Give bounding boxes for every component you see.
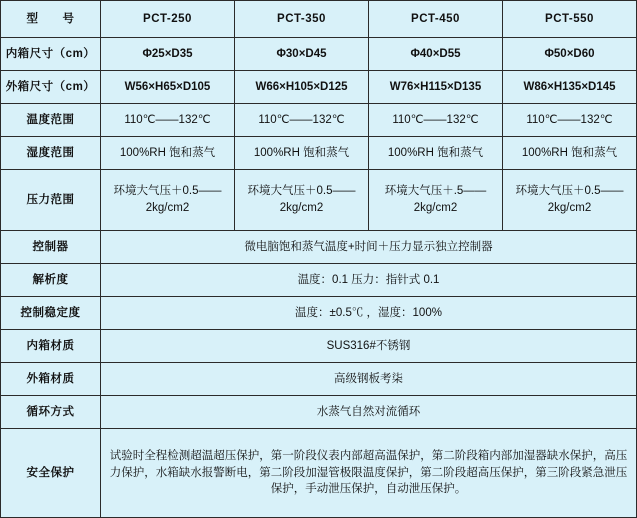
inner-size-value-1: Φ25×D35 xyxy=(101,38,235,71)
row-label-pressure-range: 压力范围 xyxy=(1,170,101,231)
table-row xyxy=(1,363,637,396)
row-label-temperature-range: 温度范围 xyxy=(1,104,101,137)
row-label-outer-size: 外箱尺寸（cm） xyxy=(1,71,101,104)
table-header-row xyxy=(1,1,637,38)
table-row xyxy=(1,231,637,264)
inner-material-value: SUS316#不锈钢 xyxy=(101,330,637,363)
row-label-control-stability: 控制稳定度 xyxy=(1,297,101,330)
table-row xyxy=(1,137,637,170)
table-row xyxy=(1,396,637,429)
table-row xyxy=(1,264,637,297)
table-row xyxy=(1,38,637,71)
control-stability-value: 温度：±0.5℃ ，湿度：100% xyxy=(101,297,637,330)
outer-material-value: 高级钢板考柒 xyxy=(101,363,637,396)
humidity-range-value-4: 100%RH 饱和蒸气 xyxy=(503,137,637,170)
pressure-range-value-1: 环境大气压＋0.5——2kg/cm2 xyxy=(101,170,235,231)
outer-size-value-2: W66×H105×D125 xyxy=(235,71,369,104)
row-label-inner-material: 内箱材质 xyxy=(1,330,101,363)
row-label-humidity-range: 湿度范围 xyxy=(1,137,101,170)
safety-protection-value: 试验时全程检测超温超压保护，第一阶段仪表内部超高温保护，第二阶段箱内部加湿器缺水保护，高压力保护，水箱缺水报警断电，第二阶段加湿管极限温度保护，第二阶段超高压保护，第三阶段紧急泄压保护，手动泄压保护，自动泄压保护。 xyxy=(101,429,637,518)
pressure-range-value-2: 环境大气压＋0.5——2kg/cm2 xyxy=(235,170,369,231)
outer-size-value-1: W56×H65×D105 xyxy=(101,71,235,104)
row-label-outer-material: 外箱材质 xyxy=(1,363,101,396)
humidity-range-value-3: 100%RH 饱和蒸气 xyxy=(369,137,503,170)
table-row xyxy=(1,330,637,363)
row-label-circulation: 循环方式 xyxy=(1,396,101,429)
pressure-range-value-3: 环境大气压＋.5——2kg/cm2 xyxy=(369,170,503,231)
model-header-3: PCT-450 xyxy=(369,1,503,38)
row-label-resolution: 解析度 xyxy=(1,264,101,297)
inner-size-value-2: Φ30×D45 xyxy=(235,38,369,71)
inner-size-value-4: Φ50×D60 xyxy=(503,38,637,71)
controller-value: 微电脑饱和蒸气温度+时间＋压力显示独立控制器 xyxy=(101,231,637,264)
row-label-controller: 控制器 xyxy=(1,231,101,264)
humidity-range-value-2: 100%RH 饱和蒸气 xyxy=(235,137,369,170)
table-row xyxy=(1,71,637,104)
model-header-2: PCT-350 xyxy=(235,1,369,38)
table-row xyxy=(1,429,637,518)
pressure-range-value-4: 环境大气压＋0.5——2kg/cm2 xyxy=(503,170,637,231)
outer-size-value-3: W76×H115×D135 xyxy=(369,71,503,104)
table-row xyxy=(1,170,637,231)
model-header-1: PCT-250 xyxy=(101,1,235,38)
table-row xyxy=(1,297,637,330)
temperature-range-value-4: 110℃——132℃ xyxy=(503,104,637,137)
model-header-4: PCT-550 xyxy=(503,1,637,38)
table-row xyxy=(1,104,637,137)
humidity-range-value-1: 100%RH 饱和蒸气 xyxy=(101,137,235,170)
circulation-value: 水蒸气自然对流循环 xyxy=(101,396,637,429)
outer-size-value-4: W86×H135×D145 xyxy=(503,71,637,104)
header-label-model: 型 号 xyxy=(1,1,101,38)
temperature-range-value-1: 110℃——132℃ xyxy=(101,104,235,137)
resolution-value: 温度：0.1 压力：指针式 0.1 xyxy=(101,264,637,297)
row-label-safety-protection: 安全保护 xyxy=(1,429,101,518)
inner-size-value-3: Φ40×D55 xyxy=(369,38,503,71)
row-label-inner-size: 内箱尺寸（cm） xyxy=(1,38,101,71)
temperature-range-value-3: 110℃——132℃ xyxy=(369,104,503,137)
temperature-range-value-2: 110℃——132℃ xyxy=(235,104,369,137)
